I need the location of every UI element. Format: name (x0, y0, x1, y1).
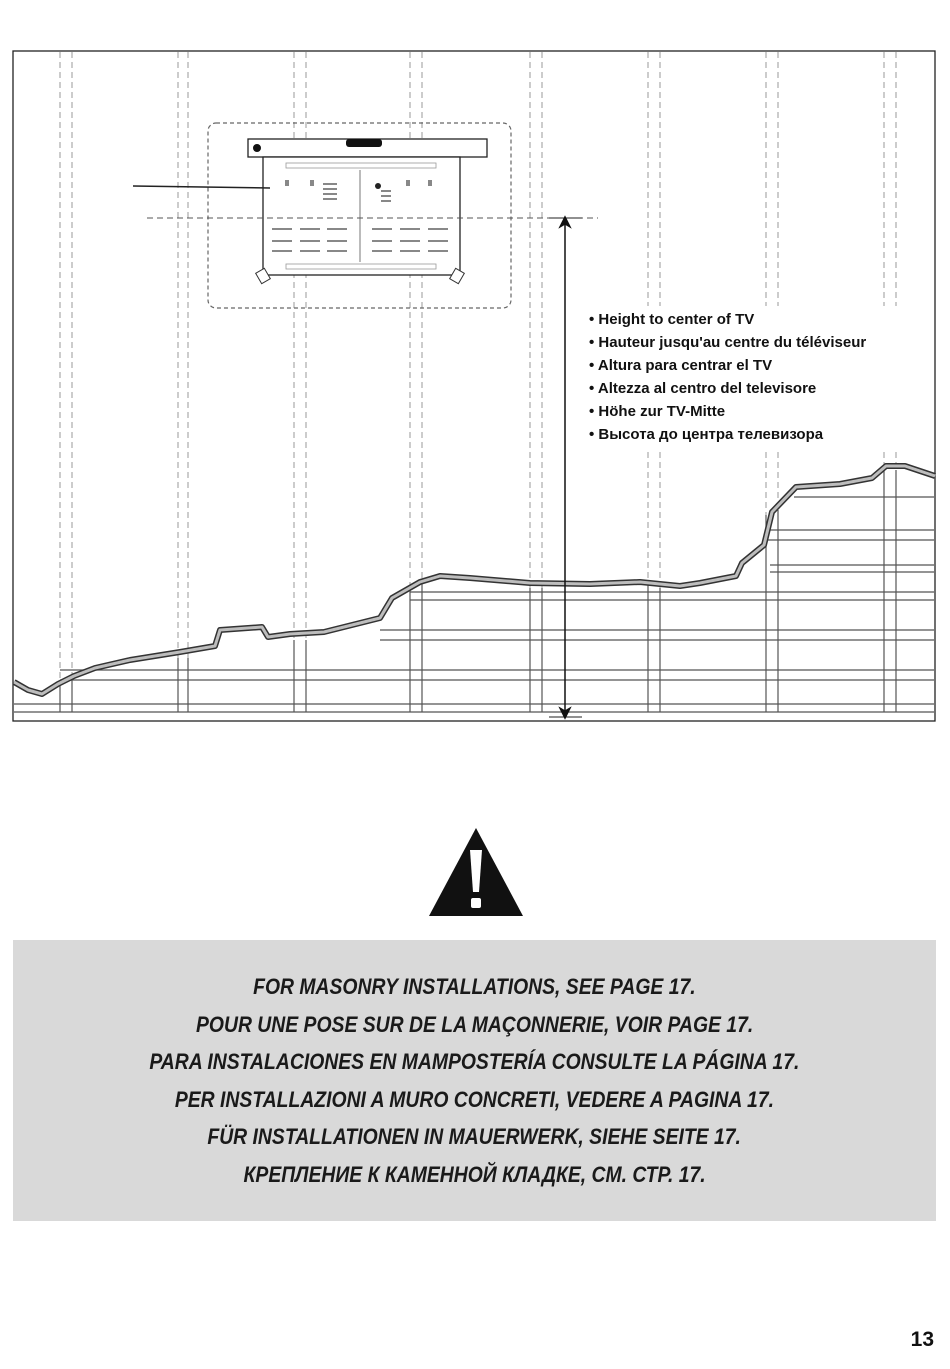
label-german: • Höhe zur TV-Mitte (589, 403, 726, 420)
height-label-list (585, 306, 920, 452)
label-russian: • Высота до центра телевизора (589, 426, 824, 443)
label-english: • Height to center of TV (589, 311, 755, 328)
notice-russian: КРЕПЛЕНИЕ К КАМЕННОЙ КЛАДКЕ, СМ. СТР. 17. (243, 1161, 706, 1187)
notice-spanish: PARA INSTALACIONES EN MAMPOSTERÍA CONSULTE LA PÁGINA 17. (149, 1049, 800, 1074)
notice-french: POUR UNE POSE SUR DE LA MAÇONNERIE, VOIR PAGE 17. (195, 1011, 754, 1037)
tv-mount-assembly (208, 123, 511, 308)
notice-italian: PER INSTALLAZIONI A MURO CONCRETI, VEDERE A PAGINA 17. (174, 1086, 775, 1112)
exposed-wall-framing (14, 470, 934, 712)
page-number: 13 (910, 1328, 934, 1351)
notice-english: FOR MASONRY INSTALLATIONS, SEE PAGE 17. (253, 974, 696, 999)
masonry-notice-box (13, 940, 936, 1221)
template-leader-line (133, 186, 270, 188)
label-french: • Hauteur jusqu'au centre du téléviseur (589, 334, 867, 351)
torn-drywall-edge (14, 466, 935, 694)
label-italian: • Altezza al centro del televisore (589, 380, 817, 397)
label-spanish: • Altura para centrar el TV (589, 357, 773, 374)
notice-german: FÜR INSTALLATIONEN IN MAUERWERK, SIEHE SEITE 17. (207, 1124, 742, 1149)
level-bubble (346, 139, 382, 147)
mounting-template (263, 157, 460, 275)
warning-triangle-icon (426, 826, 526, 918)
height-dimension-arrow (549, 218, 582, 717)
